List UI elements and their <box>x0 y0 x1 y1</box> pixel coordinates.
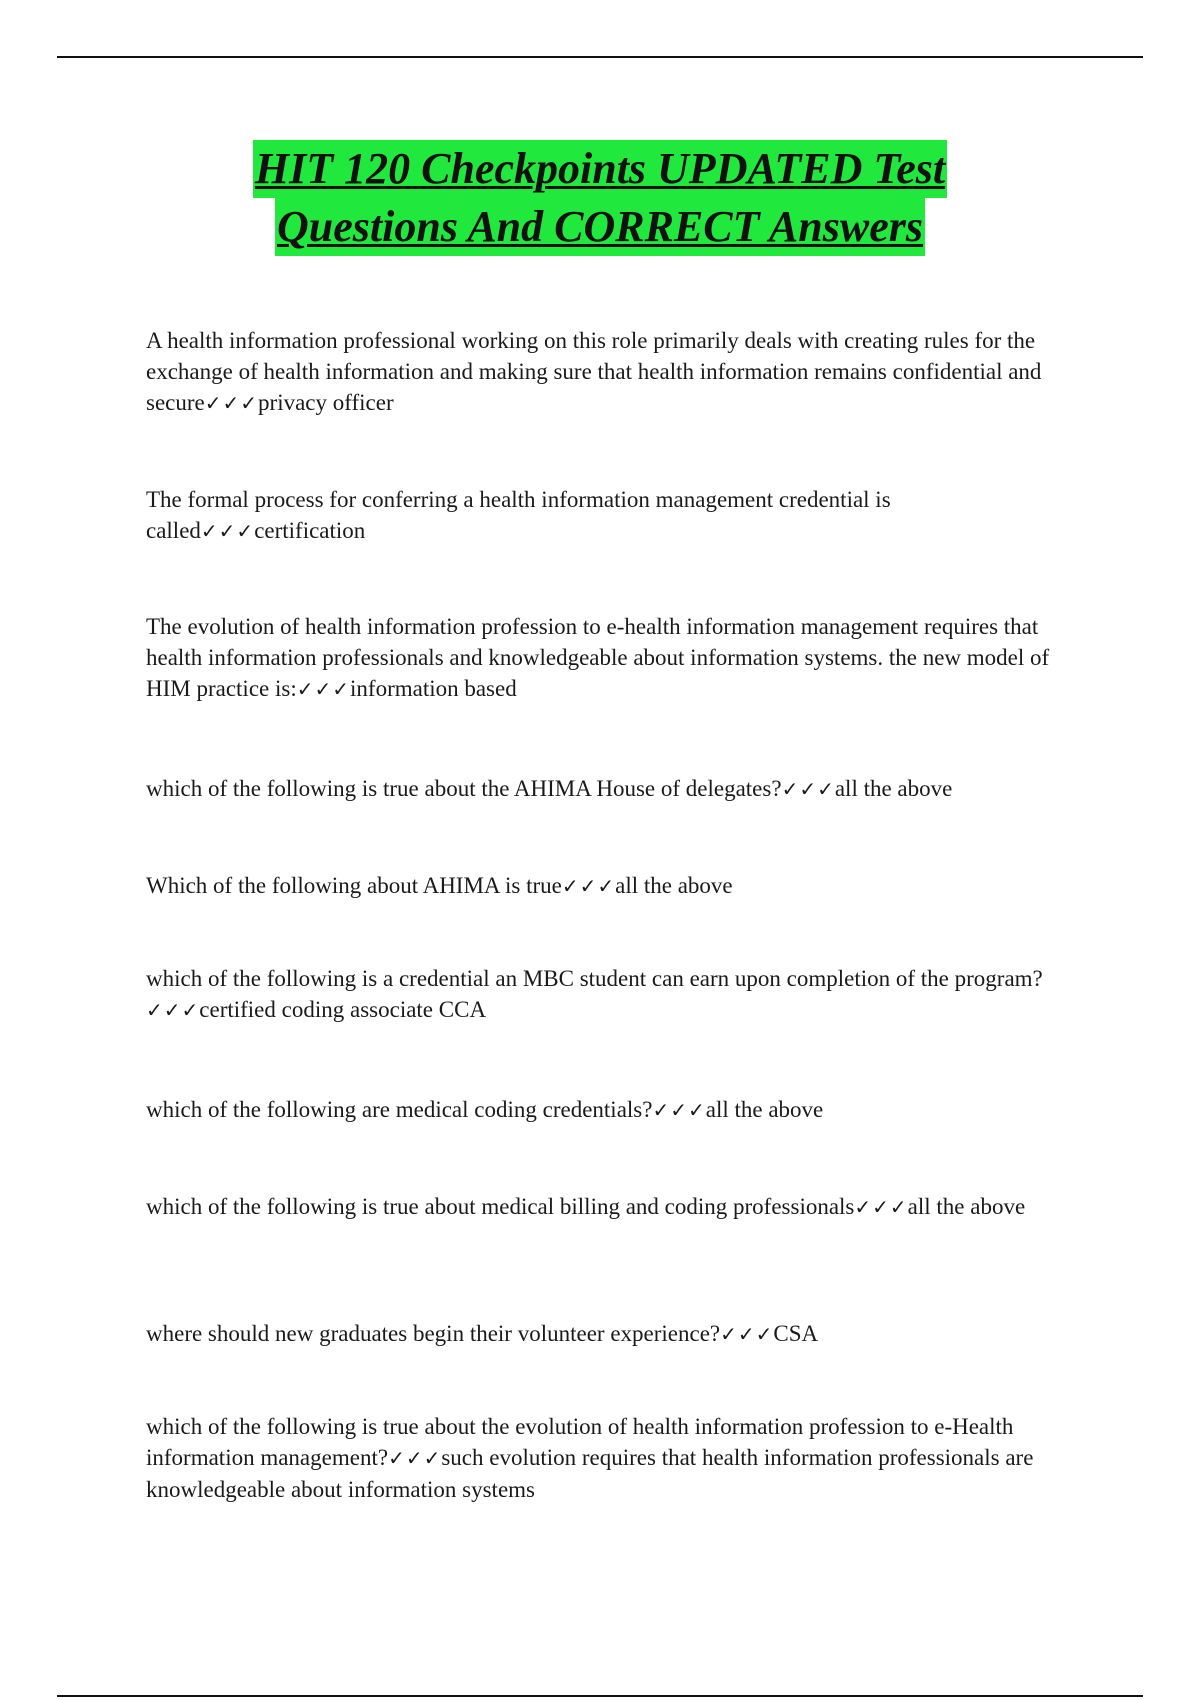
checkmark-icon: ✓✓✓ <box>200 519 255 543</box>
qa-item-4 <box>146 773 1066 805</box>
document-title <box>0 140 1200 256</box>
checkmark-icon: ✓✓✓ <box>146 998 200 1022</box>
bottom-rule <box>57 1695 1143 1697</box>
answer-text: CSA <box>773 1321 819 1346</box>
question-text: The formal process for conferring a health information management credential is called <box>146 487 891 543</box>
answer-text: privacy officer <box>258 390 394 415</box>
qa-item-8 <box>146 1191 1066 1223</box>
qa-item-5 <box>146 870 1066 902</box>
top-rule <box>57 56 1143 58</box>
checkmark-icon: ✓✓✓ <box>561 874 616 898</box>
qa-item-9 <box>146 1318 1066 1350</box>
answer-text: all the above <box>615 873 733 898</box>
checkmark-icon: ✓✓✓ <box>720 1322 774 1346</box>
checkmark-icon: ✓✓✓ <box>204 391 259 415</box>
title-line-1: HIT 120 Checkpoints UPDATED Test <box>253 140 947 198</box>
checkmark-icon: ✓✓✓ <box>388 1446 442 1470</box>
question-text: which of the following is true about the evolution of health information profession to e-Health information management? <box>146 1414 1014 1470</box>
question-text: where should new graduates begin their volunteer experience? <box>146 1321 721 1346</box>
answer-text: such evolution requires that health information professionals are knowledgeable about information systems <box>146 1445 1034 1502</box>
qa-item-1 <box>146 325 1066 419</box>
qa-item-10 <box>146 1411 1066 1505</box>
qa-item-7 <box>146 1094 1066 1126</box>
checkmark-icon: ✓✓✓ <box>854 1195 908 1219</box>
qa-item-2 <box>146 484 1066 547</box>
question-text: which of the following is a credential an MBC student can earn upon completion of the program? <box>146 966 1043 991</box>
question-text: A health information professional working on this role primarily deals with creating rules for the exchange of health information and making sure that health information remains confidential and secure <box>146 328 1042 415</box>
question-text: which of the following is true about the AHIMA House of delegates? <box>146 776 782 801</box>
question-text: The evolution of health information profession to e-health information management requires that health information professionals and knowledgeable about information systems. the new model of HIM practice is: <box>146 614 1050 701</box>
answer-text: information based <box>350 676 517 701</box>
title-line-2: Questions And CORRECT Answers <box>275 198 925 256</box>
checkmark-icon: ✓✓✓ <box>781 777 835 801</box>
answer-text: certification <box>254 518 366 543</box>
answer-text: all the above <box>834 776 953 801</box>
qa-item-6 <box>146 963 1066 1026</box>
question-text: which of the following is true about medical billing and coding professionals <box>146 1194 855 1219</box>
question-text: Which of the following about AHIMA is true <box>146 873 562 898</box>
answer-text: all the above <box>907 1194 1026 1219</box>
checkmark-icon: ✓✓✓ <box>296 677 351 701</box>
checkmark-icon: ✓✓✓ <box>652 1098 706 1122</box>
answer-text: certified coding associate CCA <box>199 997 487 1022</box>
answer-text: all the above <box>705 1097 824 1122</box>
question-text: which of the following are medical coding credentials? <box>146 1097 653 1122</box>
qa-item-3 <box>146 611 1066 705</box>
